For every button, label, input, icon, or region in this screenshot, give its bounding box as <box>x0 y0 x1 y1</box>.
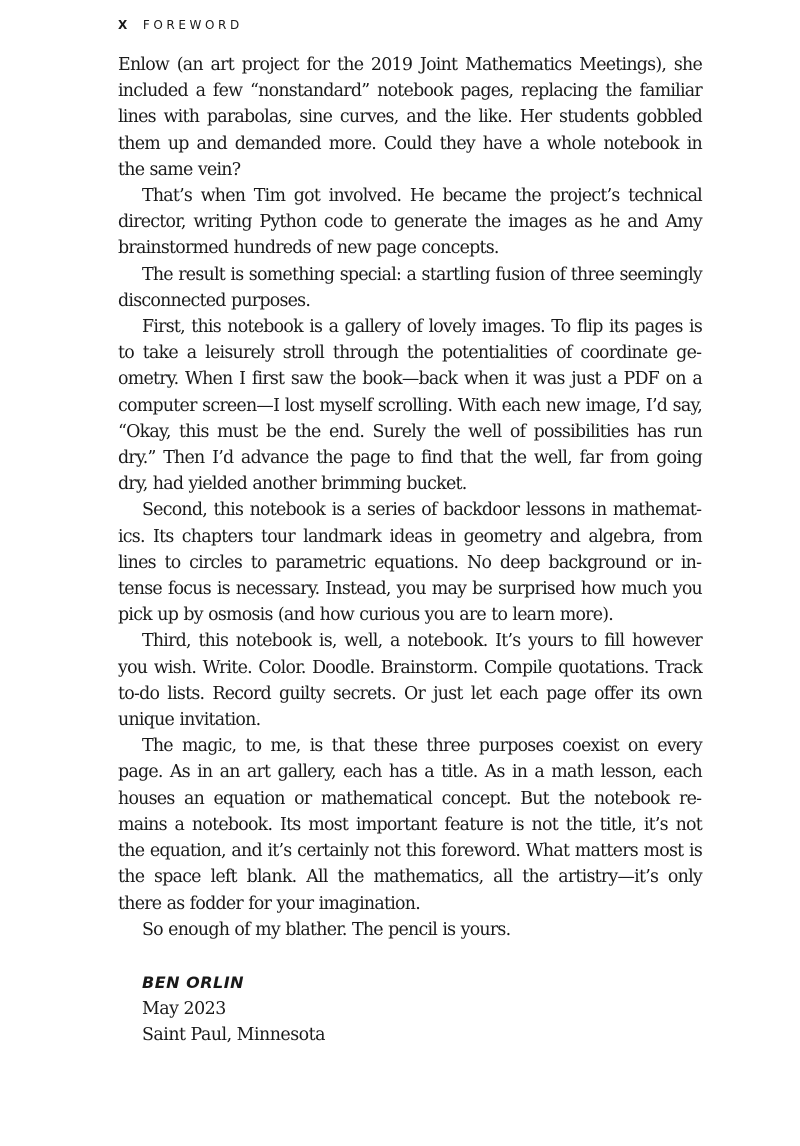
signature-date: May 2023 <box>142 999 226 1020</box>
page-number: X <box>118 18 131 32</box>
author-name: BEN ORLIN <box>142 973 245 992</box>
paragraph-6: Third, this notebook is, well, a notebook. It’s yours to fill however you wish. Write. Color. Doodle. Brainstorm. Compile quotations. Track to-do lists. Record guilty secrets. Or just let each page offer its own unique invitation. <box>118 631 702 731</box>
foreword-body <box>118 52 702 943</box>
signature-block <box>142 970 325 1049</box>
running-head <box>118 18 243 32</box>
paragraph-7: The magic, to me, is that these three purposes coexist on every page. As in an art gallery, each has a title. As in a math lesson, each houses an equation or mathematical concept. But the notebook remains a notebook. Its most important feature is not the title, it’s not the equation, and it’s certainly not this foreword. What matters most is the space left blank. All the mathematics, all the artistry—it’s only there as fodder for your imagination. <box>118 736 702 914</box>
paragraph-8: So enough of my blather. The pencil is yours. <box>142 919 511 940</box>
paragraph-1: Enlow (an art project for the 2019 Joint Mathematics Meetings), she included a few “nonstandard” notebook pages, replacing the familiar lines with parabolas, sine curves, and the like. Her students gobbled them up and demanded more. Could they have a whole notebook in the same vein? <box>118 55 702 180</box>
paragraph-2: That’s when Tim got involved. He became the project’s technical director, writing Python code to generate the images as he and Amy brainstormed hundreds of new page concepts. <box>118 186 702 259</box>
section-title: FOREWORD <box>142 18 243 32</box>
signature-place: Saint Paul, Minnesota <box>142 1025 325 1046</box>
paragraph-3: The result is something special: a startling fusion of three seemingly disconnected purposes. <box>118 264 702 311</box>
paragraph-4: First, this notebook is a gallery of lovely images. To flip its pages is to take a leisurely stroll through the potentialities of coordinate geometry. When I first saw the book—back when it was just a PDF on a computer screen—I lost myself scrolling. With each new image, I’d say, “Okay, this must be the end. Surely the well of possibilities has run dry.” Then I’d advance the page to find that the well, far from going dry, had yielded another brimming bucket. <box>118 317 702 495</box>
paragraph-5: Second, this notebook is a series of backdoor lessons in mathematics. Its chapters tour landmark ideas in geometry and algebra, from lines to circles to parametric equations. No deep background or intense focus is necessary. Instead, you may be surprised how much you pick up by osmosis (and how curious you are to learn more). <box>118 500 702 626</box>
